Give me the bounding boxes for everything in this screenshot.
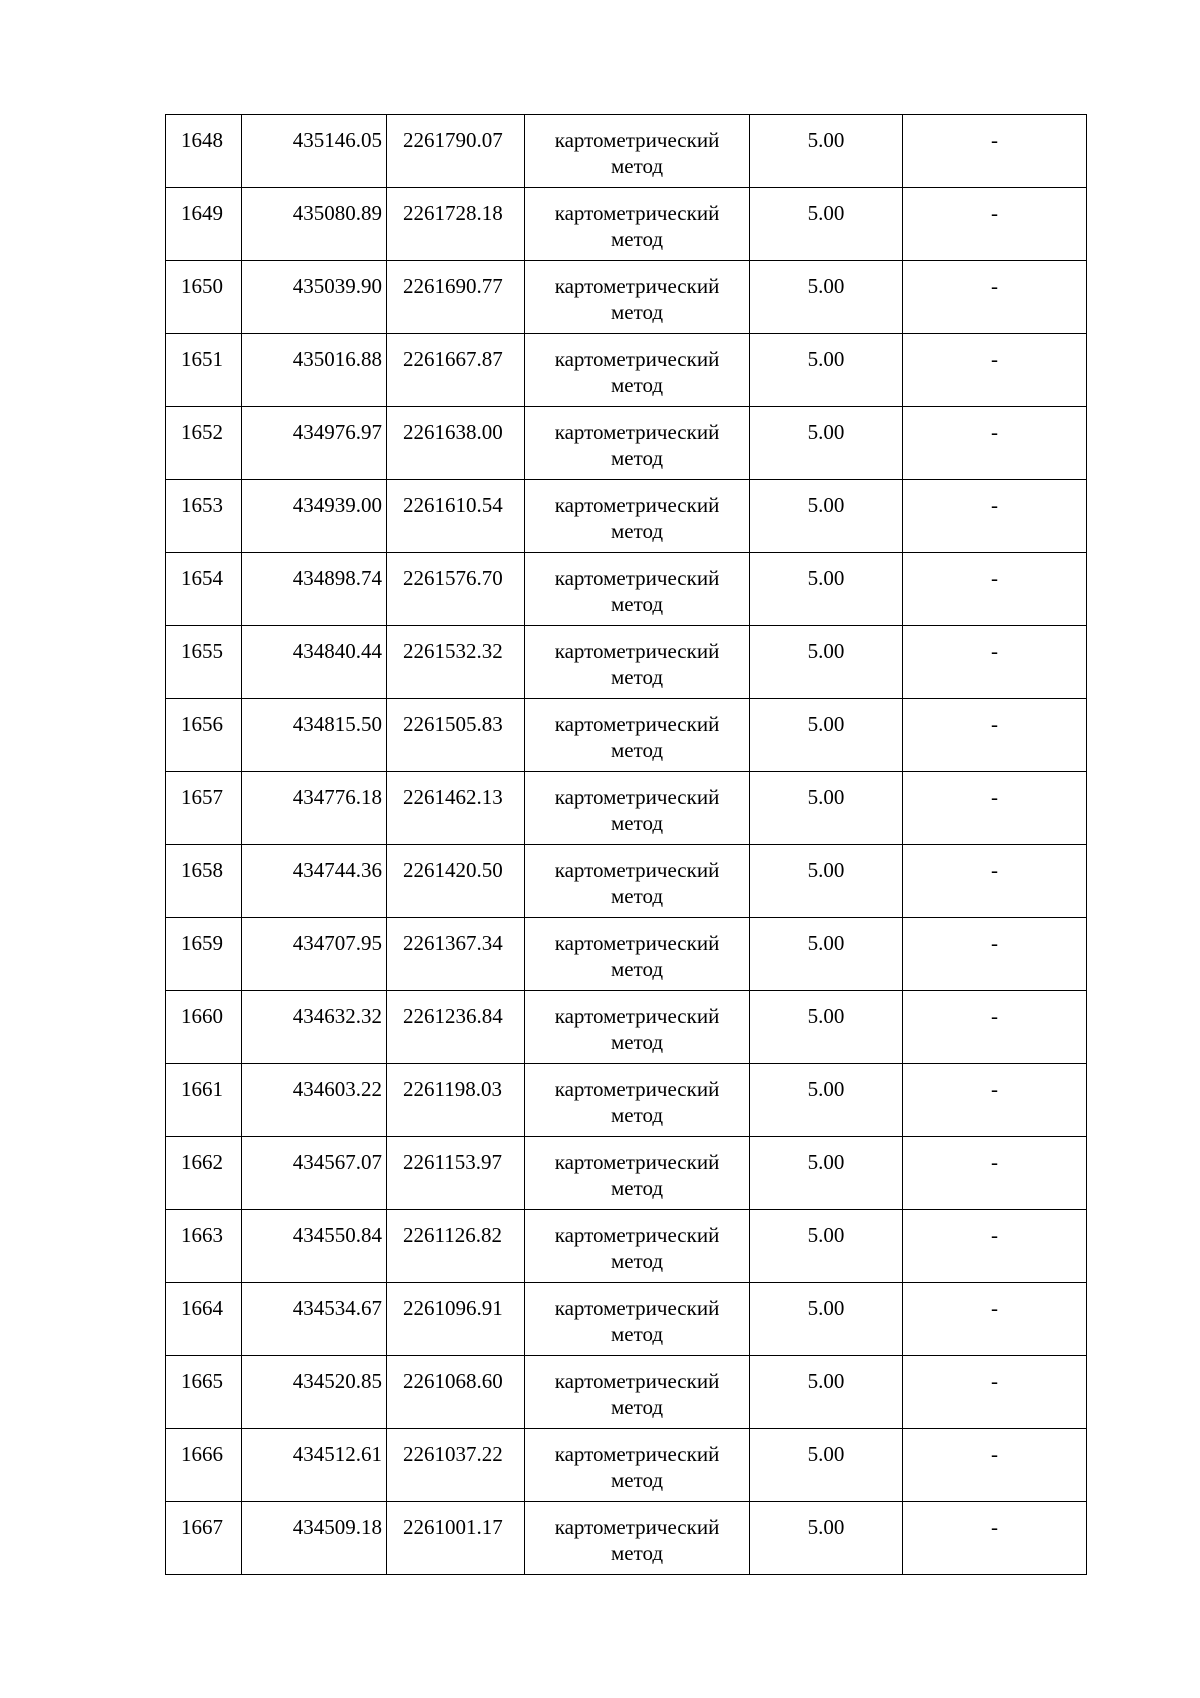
point-number-cell-text: 1657 — [181, 785, 223, 809]
x-coordinate-cell — [242, 772, 387, 845]
determination-method-cell — [525, 1210, 750, 1283]
accuracy-cell-text: 5.00 — [807, 1369, 845, 1393]
description-cell-text: - — [991, 1223, 998, 1247]
x-coordinate-cell — [242, 261, 387, 334]
point-number-cell-text: 1665 — [181, 1369, 223, 1393]
y-coordinate-cell-text: 2261667.87 — [403, 347, 503, 371]
point-number-cell — [166, 1210, 242, 1283]
description-cell — [903, 1210, 1087, 1283]
description-cell-text: - — [991, 639, 998, 663]
y-coordinate-cell-text: 2261462.13 — [403, 785, 503, 809]
point-number-cell-text: 1666 — [181, 1442, 223, 1466]
determination-method-cell-text: картометрический метод — [554, 1369, 720, 1419]
y-coordinate-cell-text: 2261068.60 — [403, 1369, 503, 1393]
accuracy-cell-text: 5.00 — [807, 128, 845, 152]
y-coordinate-cell — [387, 1356, 525, 1429]
accuracy-cell — [750, 626, 903, 699]
accuracy-cell — [750, 991, 903, 1064]
determination-method-cell-text: картометрический метод — [554, 201, 720, 251]
y-coordinate-cell — [387, 1137, 525, 1210]
point-number-cell — [166, 115, 242, 188]
coordinates-table-body — [166, 115, 1087, 1575]
point-number-cell-text: 1649 — [181, 201, 223, 225]
x-coordinate-cell — [242, 480, 387, 553]
x-coordinate-cell-text: 434520.85 — [292, 1369, 382, 1393]
y-coordinate-cell-text: 2261420.50 — [403, 858, 503, 882]
x-coordinate-cell-text: 435016.88 — [292, 347, 382, 371]
determination-method-cell — [525, 1283, 750, 1356]
description-cell-text: - — [991, 931, 998, 955]
determination-method-cell-text: картометрический метод — [554, 1150, 720, 1200]
point-number-cell — [166, 772, 242, 845]
y-coordinate-cell — [387, 1502, 525, 1575]
point-number-cell — [166, 407, 242, 480]
x-coordinate-cell — [242, 115, 387, 188]
description-cell — [903, 1137, 1087, 1210]
table-row — [166, 918, 1087, 991]
description-cell — [903, 772, 1087, 845]
y-coordinate-cell — [387, 334, 525, 407]
determination-method-cell — [525, 480, 750, 553]
table-row — [166, 334, 1087, 407]
accuracy-cell — [750, 115, 903, 188]
point-number-cell-text: 1661 — [181, 1077, 223, 1101]
accuracy-cell — [750, 1210, 903, 1283]
y-coordinate-cell — [387, 1283, 525, 1356]
x-coordinate-cell-text: 434632.32 — [292, 1004, 382, 1028]
x-coordinate-cell-text: 434534.67 — [292, 1296, 382, 1320]
x-coordinate-cell-text: 434840.44 — [292, 639, 382, 663]
accuracy-cell — [750, 772, 903, 845]
description-cell-text: - — [991, 1077, 998, 1101]
accuracy-cell-text: 5.00 — [807, 274, 845, 298]
table-row — [166, 1283, 1087, 1356]
determination-method-cell-text: картометрический метод — [554, 1515, 720, 1565]
point-number-cell — [166, 1356, 242, 1429]
y-coordinate-cell — [387, 772, 525, 845]
determination-method-cell — [525, 261, 750, 334]
y-coordinate-cell — [387, 699, 525, 772]
description-cell — [903, 1429, 1087, 1502]
accuracy-cell-text: 5.00 — [807, 639, 845, 663]
accuracy-cell — [750, 407, 903, 480]
table-row — [166, 261, 1087, 334]
description-cell — [903, 626, 1087, 699]
accuracy-cell-text: 5.00 — [807, 1296, 845, 1320]
description-cell — [903, 845, 1087, 918]
table-row — [166, 699, 1087, 772]
point-number-cell-text: 1664 — [181, 1296, 223, 1320]
determination-method-cell — [525, 115, 750, 188]
y-coordinate-cell — [387, 188, 525, 261]
point-number-cell-text: 1659 — [181, 931, 223, 955]
description-cell — [903, 407, 1087, 480]
point-number-cell — [166, 626, 242, 699]
determination-method-cell — [525, 845, 750, 918]
y-coordinate-cell-text: 2261690.77 — [403, 274, 503, 298]
x-coordinate-cell-text: 434776.18 — [292, 785, 382, 809]
accuracy-cell-text: 5.00 — [807, 858, 845, 882]
y-coordinate-cell-text: 2261001.17 — [403, 1515, 503, 1539]
y-coordinate-cell — [387, 407, 525, 480]
x-coordinate-cell-text: 434898.74 — [292, 566, 382, 590]
table-row — [166, 188, 1087, 261]
accuracy-cell-text: 5.00 — [807, 420, 845, 444]
accuracy-cell — [750, 188, 903, 261]
x-coordinate-cell — [242, 1356, 387, 1429]
accuracy-cell — [750, 1429, 903, 1502]
point-number-cell — [166, 1283, 242, 1356]
description-cell-text: - — [991, 420, 998, 444]
y-coordinate-cell-text: 2261198.03 — [403, 1077, 502, 1101]
description-cell — [903, 1283, 1087, 1356]
point-number-cell-text: 1658 — [181, 858, 223, 882]
y-coordinate-cell — [387, 1210, 525, 1283]
accuracy-cell-text: 5.00 — [807, 201, 845, 225]
description-cell-text: - — [991, 1515, 998, 1539]
point-number-cell-text: 1652 — [181, 420, 223, 444]
x-coordinate-cell-text: 434707.95 — [292, 931, 382, 955]
point-number-cell — [166, 1137, 242, 1210]
description-cell-text: - — [991, 858, 998, 882]
table-row — [166, 115, 1087, 188]
accuracy-cell — [750, 1064, 903, 1137]
description-cell-text: - — [991, 128, 998, 152]
x-coordinate-cell — [242, 407, 387, 480]
y-coordinate-cell-text: 2261790.07 — [403, 128, 503, 152]
x-coordinate-cell — [242, 626, 387, 699]
table-row — [166, 845, 1087, 918]
determination-method-cell — [525, 407, 750, 480]
determination-method-cell — [525, 699, 750, 772]
description-cell-text: - — [991, 201, 998, 225]
accuracy-cell — [750, 918, 903, 991]
description-cell — [903, 1356, 1087, 1429]
point-number-cell-text: 1651 — [181, 347, 223, 371]
x-coordinate-cell-text: 435146.05 — [292, 128, 382, 152]
determination-method-cell-text: картометрический метод — [554, 493, 720, 543]
x-coordinate-cell — [242, 1064, 387, 1137]
point-number-cell-text: 1655 — [181, 639, 223, 663]
description-cell-text: - — [991, 785, 998, 809]
accuracy-cell — [750, 1137, 903, 1210]
point-number-cell-text: 1648 — [181, 128, 223, 152]
point-number-cell-text: 1662 — [181, 1150, 223, 1174]
y-coordinate-cell-text: 2261728.18 — [403, 201, 503, 225]
accuracy-cell — [750, 699, 903, 772]
point-number-cell — [166, 188, 242, 261]
x-coordinate-cell-text: 434603.22 — [292, 1077, 382, 1101]
x-coordinate-cell — [242, 845, 387, 918]
table-row — [166, 1137, 1087, 1210]
determination-method-cell-text: картометрический метод — [554, 639, 720, 689]
description-cell-text: - — [991, 347, 998, 371]
x-coordinate-cell-text: 434512.61 — [292, 1442, 382, 1466]
accuracy-cell-text: 5.00 — [807, 1515, 845, 1539]
determination-method-cell — [525, 334, 750, 407]
determination-method-cell — [525, 553, 750, 626]
determination-method-cell — [525, 626, 750, 699]
y-coordinate-cell-text: 2261126.82 — [403, 1223, 502, 1247]
x-coordinate-cell-text: 434939.00 — [292, 493, 382, 517]
determination-method-cell-text: картометрический метод — [554, 128, 720, 178]
x-coordinate-cell-text: 434567.07 — [292, 1150, 382, 1174]
y-coordinate-cell-text: 2261367.34 — [403, 931, 503, 955]
table-row — [166, 480, 1087, 553]
determination-method-cell — [525, 1429, 750, 1502]
x-coordinate-cell-text: 434550.84 — [292, 1223, 382, 1247]
description-cell-text: - — [991, 1150, 998, 1174]
x-coordinate-cell — [242, 1429, 387, 1502]
determination-method-cell — [525, 1356, 750, 1429]
accuracy-cell — [750, 553, 903, 626]
description-cell — [903, 699, 1087, 772]
description-cell — [903, 261, 1087, 334]
accuracy-cell-text: 5.00 — [807, 1442, 845, 1466]
description-cell-text: - — [991, 274, 998, 298]
y-coordinate-cell — [387, 115, 525, 188]
x-coordinate-cell-text: 435039.90 — [292, 274, 382, 298]
x-coordinate-cell-text: 434744.36 — [292, 858, 382, 882]
x-coordinate-cell — [242, 699, 387, 772]
accuracy-cell-text: 5.00 — [807, 493, 845, 517]
y-coordinate-cell-text: 2261532.32 — [403, 639, 503, 663]
description-cell — [903, 991, 1087, 1064]
y-coordinate-cell — [387, 991, 525, 1064]
determination-method-cell-text: картометрический метод — [554, 1442, 720, 1492]
y-coordinate-cell — [387, 626, 525, 699]
description-cell — [903, 553, 1087, 626]
table-row — [166, 772, 1087, 845]
point-number-cell — [166, 553, 242, 626]
accuracy-cell — [750, 845, 903, 918]
determination-method-cell-text: картометрический метод — [554, 712, 720, 762]
determination-method-cell-text: картометрический метод — [554, 566, 720, 616]
determination-method-cell — [525, 1064, 750, 1137]
accuracy-cell — [750, 480, 903, 553]
accuracy-cell-text: 5.00 — [807, 1004, 845, 1028]
x-coordinate-cell — [242, 1210, 387, 1283]
point-number-cell-text: 1654 — [181, 566, 223, 590]
description-cell — [903, 1064, 1087, 1137]
determination-method-cell — [525, 772, 750, 845]
description-cell-text: - — [991, 1369, 998, 1393]
x-coordinate-cell — [242, 188, 387, 261]
y-coordinate-cell-text: 2261638.00 — [403, 420, 503, 444]
accuracy-cell — [750, 261, 903, 334]
x-coordinate-cell — [242, 1137, 387, 1210]
accuracy-cell-text: 5.00 — [807, 712, 845, 736]
point-number-cell — [166, 699, 242, 772]
point-number-cell-text: 1660 — [181, 1004, 223, 1028]
x-coordinate-cell — [242, 334, 387, 407]
determination-method-cell — [525, 991, 750, 1064]
x-coordinate-cell — [242, 918, 387, 991]
y-coordinate-cell-text: 2261037.22 — [403, 1442, 503, 1466]
accuracy-cell-text: 5.00 — [807, 1150, 845, 1174]
determination-method-cell-text: картометрический метод — [554, 858, 720, 908]
x-coordinate-cell-text: 435080.89 — [292, 201, 382, 225]
table-row — [166, 1429, 1087, 1502]
y-coordinate-cell-text: 2261153.97 — [403, 1150, 502, 1174]
description-cell — [903, 918, 1087, 991]
x-coordinate-cell — [242, 1283, 387, 1356]
point-number-cell-text: 1656 — [181, 712, 223, 736]
description-cell-text: - — [991, 712, 998, 736]
x-coordinate-cell — [242, 1502, 387, 1575]
y-coordinate-cell-text: 2261610.54 — [403, 493, 503, 517]
accuracy-cell-text: 5.00 — [807, 1223, 845, 1247]
table-row — [166, 407, 1087, 480]
x-coordinate-cell-text: 434815.50 — [292, 712, 382, 736]
accuracy-cell-text: 5.00 — [807, 1077, 845, 1101]
y-coordinate-cell — [387, 918, 525, 991]
description-cell — [903, 334, 1087, 407]
determination-method-cell-text: картометрический метод — [554, 420, 720, 470]
point-number-cell — [166, 480, 242, 553]
determination-method-cell-text: картометрический метод — [554, 1077, 720, 1127]
table-row — [166, 626, 1087, 699]
description-cell-text: - — [991, 1442, 998, 1466]
description-cell — [903, 188, 1087, 261]
point-number-cell-text: 1650 — [181, 274, 223, 298]
description-cell-text: - — [991, 1004, 998, 1028]
determination-method-cell-text: картометрический метод — [554, 785, 720, 835]
description-cell — [903, 480, 1087, 553]
determination-method-cell-text: картометрический метод — [554, 1296, 720, 1346]
determination-method-cell — [525, 918, 750, 991]
point-number-cell — [166, 918, 242, 991]
determination-method-cell — [525, 1502, 750, 1575]
accuracy-cell — [750, 1283, 903, 1356]
y-coordinate-cell — [387, 845, 525, 918]
table-row — [166, 991, 1087, 1064]
point-number-cell-text: 1653 — [181, 493, 223, 517]
description-cell — [903, 115, 1087, 188]
accuracy-cell — [750, 1502, 903, 1575]
y-coordinate-cell-text: 2261576.70 — [403, 566, 503, 590]
table-row — [166, 1356, 1087, 1429]
point-number-cell — [166, 261, 242, 334]
point-number-cell — [166, 991, 242, 1064]
point-number-cell — [166, 845, 242, 918]
x-coordinate-cell — [242, 991, 387, 1064]
determination-method-cell-text: картометрический метод — [554, 347, 720, 397]
x-coordinate-cell-text: 434509.18 — [292, 1515, 382, 1539]
table-row — [166, 1210, 1087, 1283]
y-coordinate-cell-text: 2261236.84 — [403, 1004, 503, 1028]
y-coordinate-cell — [387, 1064, 525, 1137]
point-number-cell-text: 1667 — [181, 1515, 223, 1539]
determination-method-cell-text: картометрический метод — [554, 931, 720, 981]
point-number-cell — [166, 1502, 242, 1575]
determination-method-cell-text: картометрический метод — [554, 1004, 720, 1054]
table-row — [166, 553, 1087, 626]
accuracy-cell-text: 5.00 — [807, 931, 845, 955]
accuracy-cell-text: 5.00 — [807, 347, 845, 371]
determination-method-cell — [525, 188, 750, 261]
y-coordinate-cell — [387, 480, 525, 553]
x-coordinate-cell-text: 434976.97 — [292, 420, 382, 444]
y-coordinate-cell — [387, 261, 525, 334]
determination-method-cell-text: картометрический метод — [554, 274, 720, 324]
point-number-cell — [166, 1429, 242, 1502]
accuracy-cell-text: 5.00 — [807, 785, 845, 809]
point-number-cell — [166, 334, 242, 407]
point-number-cell-text: 1663 — [181, 1223, 223, 1247]
point-number-cell — [166, 1064, 242, 1137]
description-cell-text: - — [991, 1296, 998, 1320]
determination-method-cell — [525, 1137, 750, 1210]
y-coordinate-cell-text: 2261096.91 — [403, 1296, 503, 1320]
description-cell-text: - — [991, 493, 998, 517]
y-coordinate-cell-text: 2261505.83 — [403, 712, 503, 736]
description-cell — [903, 1502, 1087, 1575]
description-cell-text: - — [991, 566, 998, 590]
accuracy-cell — [750, 334, 903, 407]
determination-method-cell-text: картометрический метод — [554, 1223, 720, 1273]
accuracy-cell — [750, 1356, 903, 1429]
table-row — [166, 1502, 1087, 1575]
y-coordinate-cell — [387, 1429, 525, 1502]
coordinates-table — [165, 114, 1087, 1575]
x-coordinate-cell — [242, 553, 387, 626]
y-coordinate-cell — [387, 553, 525, 626]
table-row — [166, 1064, 1087, 1137]
accuracy-cell-text: 5.00 — [807, 566, 845, 590]
